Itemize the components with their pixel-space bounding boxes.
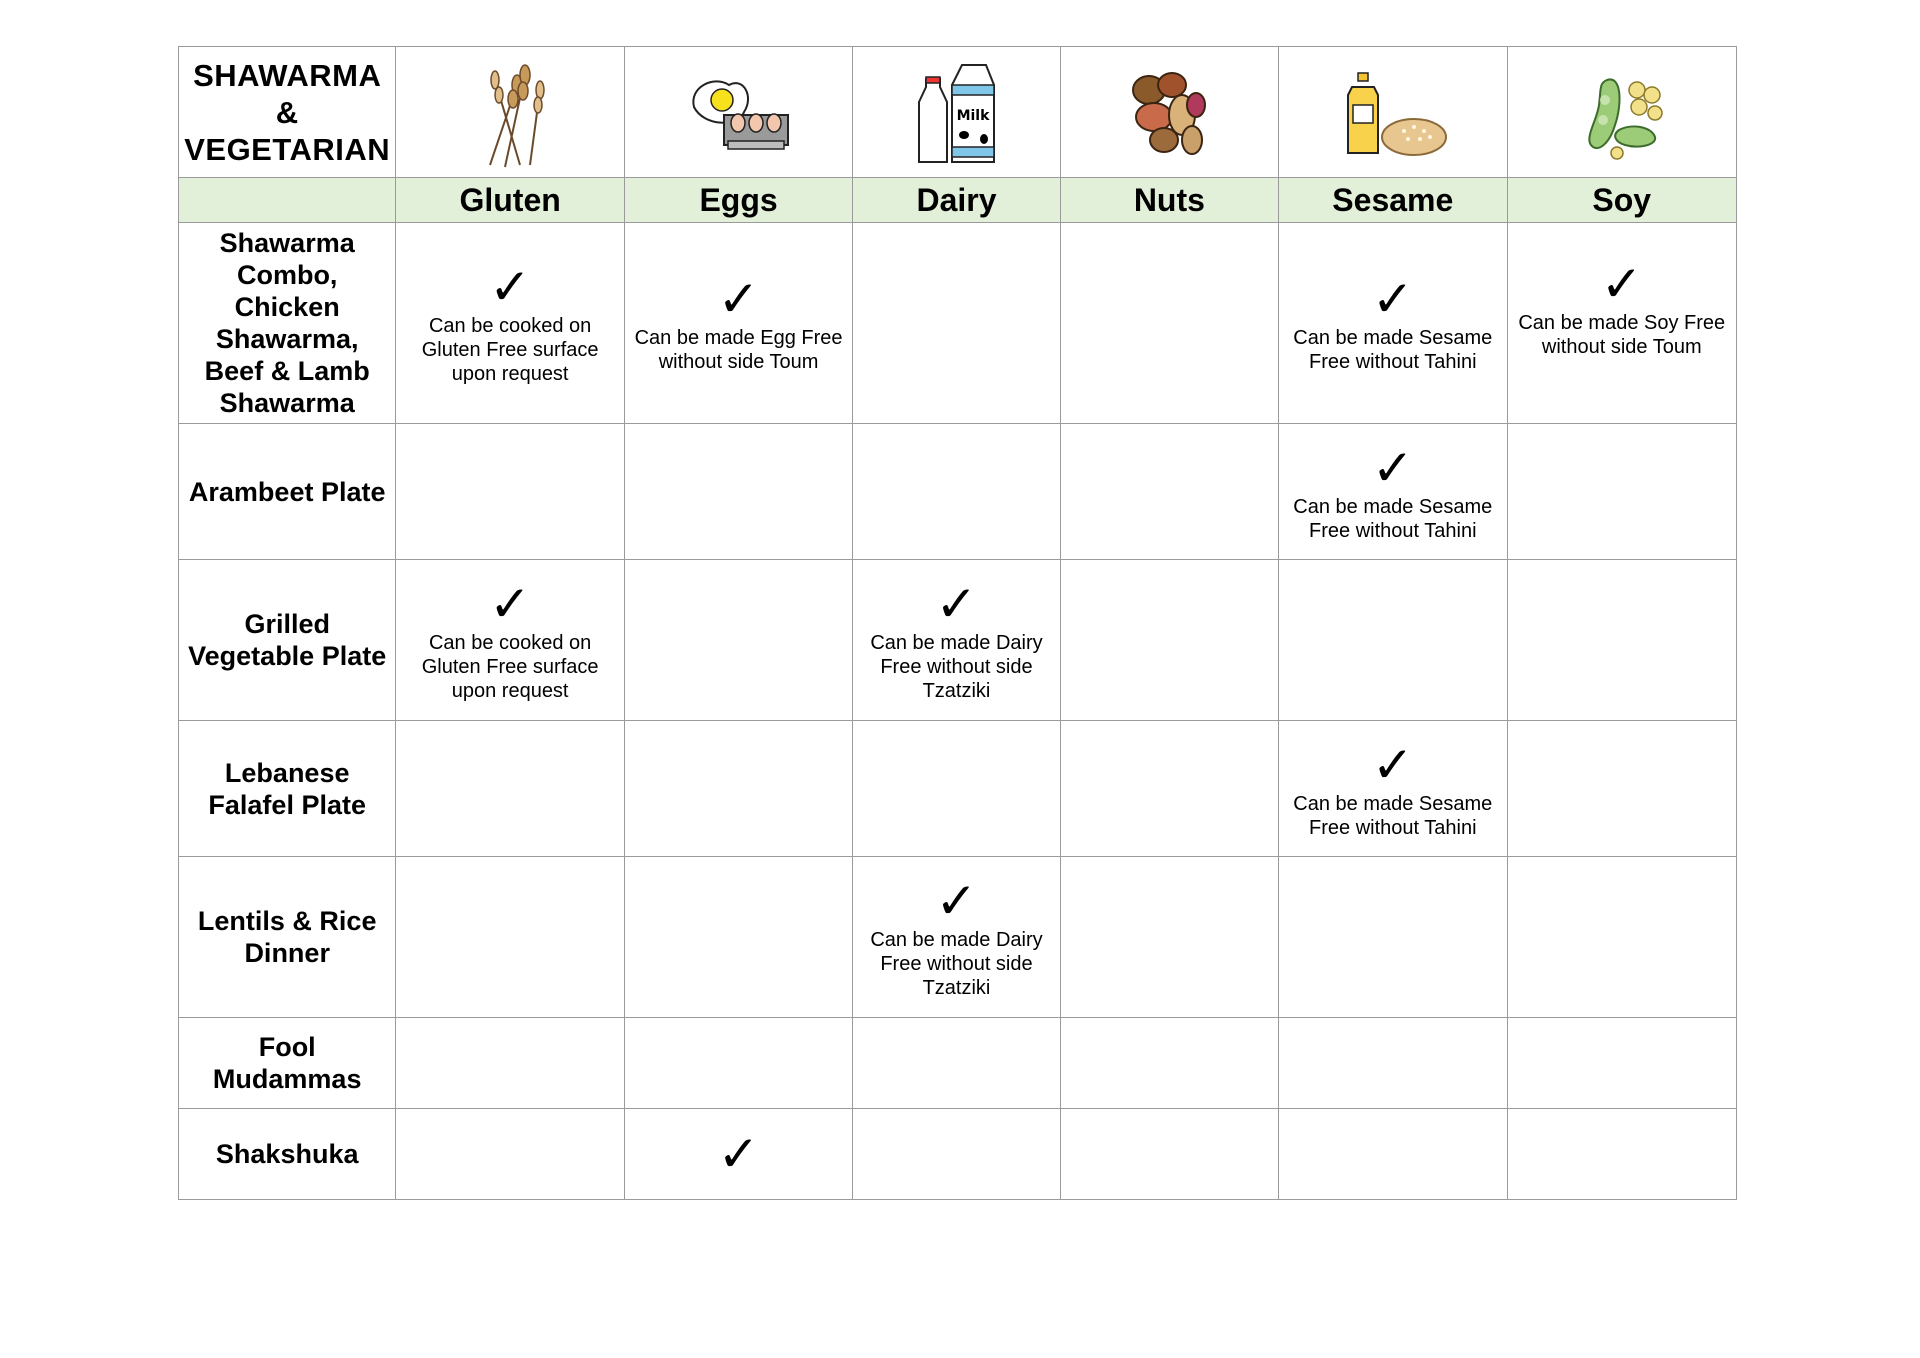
allergen-note: Can be made Sesame Free without Tahini	[1293, 495, 1493, 542]
allergen-header-row	[179, 178, 1737, 223]
allergen-note: Can be made Sesame Free without Tahini	[1293, 327, 1493, 373]
allergen-cell-gluten	[396, 857, 624, 1018]
allergen-cell-eggs	[624, 721, 852, 857]
eggs-icon	[684, 67, 794, 157]
allergen-cell-gluten	[396, 223, 624, 424]
menu-title: SHAWARMA & VEGETARIAN	[184, 57, 391, 167]
table-row	[179, 857, 1737, 1018]
check-mark-icon: ✓	[1371, 270, 1414, 328]
allergen-cell-nuts	[1060, 857, 1278, 1018]
check-mark-icon: ✓	[1371, 438, 1414, 497]
allergen-cell-dairy	[853, 721, 1060, 857]
allergen-label-soy: Soy	[1507, 178, 1736, 223]
allergen-note: Can be made Dairy Free without side Tzatziki	[870, 632, 1043, 702]
soy-icon-cell	[1507, 47, 1736, 178]
check-mark-icon: ✓	[1600, 255, 1643, 313]
allergen-cell-eggs	[624, 223, 852, 424]
dish-name: Fool Mudammas	[212, 1032, 362, 1094]
dairy-icon-cell	[853, 47, 1060, 178]
svg-text:Milk: Milk	[956, 108, 990, 124]
check-mark-icon: ✓	[489, 575, 532, 633]
eggs-icon-cell	[624, 47, 852, 178]
nuts-icon	[1124, 65, 1214, 160]
dish-name-cell	[179, 857, 396, 1018]
allergen-cell-soy	[1507, 721, 1736, 857]
allergen-cell-soy	[1507, 1109, 1736, 1200]
allergen-cell-nuts	[1060, 1109, 1278, 1200]
dish-name-cell	[179, 424, 396, 560]
allergen-note: Can be cooked on Gluten Free surface upon request	[421, 315, 599, 385]
table-row	[179, 1018, 1737, 1109]
allergen-cell-eggs	[624, 1018, 852, 1109]
allergen-cell-dairy	[853, 1109, 1060, 1200]
wheat-icon	[465, 55, 555, 170]
dish-name: Shakshuka	[215, 1139, 359, 1169]
dish-name-cell	[179, 1018, 396, 1109]
sesame-icon-cell	[1279, 47, 1507, 178]
table-row	[179, 1109, 1737, 1200]
allergen-cell-dairy	[853, 424, 1060, 560]
allergen-cell-gluten	[396, 1018, 624, 1109]
gluten-icon-cell	[396, 47, 624, 178]
allergen-note: Can be cooked on Gluten Free surface upon request	[421, 632, 599, 702]
allergen-cell-sesame	[1279, 1018, 1507, 1109]
allergen-cell-eggs	[624, 424, 852, 560]
table-row	[179, 560, 1737, 721]
allergen-cell-nuts	[1060, 223, 1278, 424]
allergen-cell-sesame	[1279, 560, 1507, 721]
check-mark-icon: ✓	[717, 1125, 760, 1183]
check-mark-icon: ✓	[717, 270, 760, 328]
allergen-cell-soy	[1507, 1018, 1736, 1109]
allergen-note: Can be made Egg Free without side Toum	[634, 327, 843, 373]
allergen-cell-sesame	[1279, 424, 1507, 560]
allergen-cell-nuts	[1060, 721, 1278, 857]
allergen-table	[178, 46, 1737, 1200]
nuts-icon-cell	[1060, 47, 1278, 178]
dish-name: Lebanese Falafel Plate	[208, 757, 366, 820]
allergen-cell-nuts	[1060, 1018, 1278, 1109]
allergen-cell-gluten	[396, 560, 624, 721]
allergen-cell-nuts	[1060, 560, 1278, 721]
allergen-label-dairy: Dairy	[853, 178, 1060, 223]
allergen-note: Can be made Soy Free without side Toum	[1518, 312, 1726, 358]
soy-icon	[1577, 65, 1667, 160]
dish-name-cell	[179, 560, 396, 721]
allergen-label-sesame: Sesame	[1279, 178, 1507, 223]
allergen-note: Can be made Dairy Free without side Tzatziki	[870, 929, 1043, 999]
milk-icon	[914, 57, 999, 167]
icon-row	[179, 47, 1737, 178]
dish-name-cell	[179, 721, 396, 857]
allergen-cell-eggs	[624, 560, 852, 721]
dish-name-cell	[179, 1109, 396, 1200]
table-row	[179, 424, 1737, 560]
allergen-cell-sesame	[1279, 857, 1507, 1018]
allergen-cell-sesame	[1279, 1109, 1507, 1200]
dish-name: Lentils & Rice Dinner	[197, 906, 377, 968]
allergen-cell-eggs	[624, 857, 852, 1018]
check-mark-icon: ✓	[935, 872, 978, 930]
allergen-cell-sesame	[1279, 721, 1507, 857]
dish-name: Shawarma Combo, Chicken Shawarma, Beef & Lamb Shawarma	[204, 228, 370, 418]
blank-header-cell	[179, 178, 396, 223]
check-mark-icon: ✓	[489, 258, 532, 316]
allergen-cell-dairy	[853, 223, 1060, 424]
sesame-icon	[1338, 65, 1448, 160]
allergen-cell-eggs	[624, 1109, 852, 1200]
allergen-cell-soy	[1507, 424, 1736, 560]
dish-name: Grilled Vegetable Plate	[188, 609, 387, 671]
allergen-cell-soy	[1507, 857, 1736, 1018]
allergen-cell-gluten	[396, 424, 624, 560]
allergen-cell-gluten	[396, 721, 624, 857]
allergen-label-nuts: Nuts	[1060, 178, 1278, 223]
dish-name: Arambeet Plate	[188, 476, 386, 507]
allergen-cell-soy	[1507, 223, 1736, 424]
menu-title-cell	[179, 47, 396, 178]
allergen-cell-dairy	[853, 1018, 1060, 1109]
allergen-cell-sesame	[1279, 223, 1507, 424]
check-mark-icon: ✓	[1371, 735, 1414, 794]
allergen-cell-soy	[1507, 560, 1736, 721]
dish-name-cell	[179, 223, 396, 424]
allergen-cell-nuts	[1060, 424, 1278, 560]
allergen-note: Can be made Sesame Free without Tahini	[1293, 792, 1493, 839]
allergen-cell-gluten	[396, 1109, 624, 1200]
check-mark-icon: ✓	[935, 575, 978, 633]
allergen-cell-dairy	[853, 857, 1060, 1018]
allergen-label-gluten: Gluten	[396, 178, 624, 223]
table-row	[179, 223, 1737, 424]
table-row	[179, 721, 1737, 857]
allergen-cell-dairy	[853, 560, 1060, 721]
allergen-label-eggs: Eggs	[624, 178, 852, 223]
